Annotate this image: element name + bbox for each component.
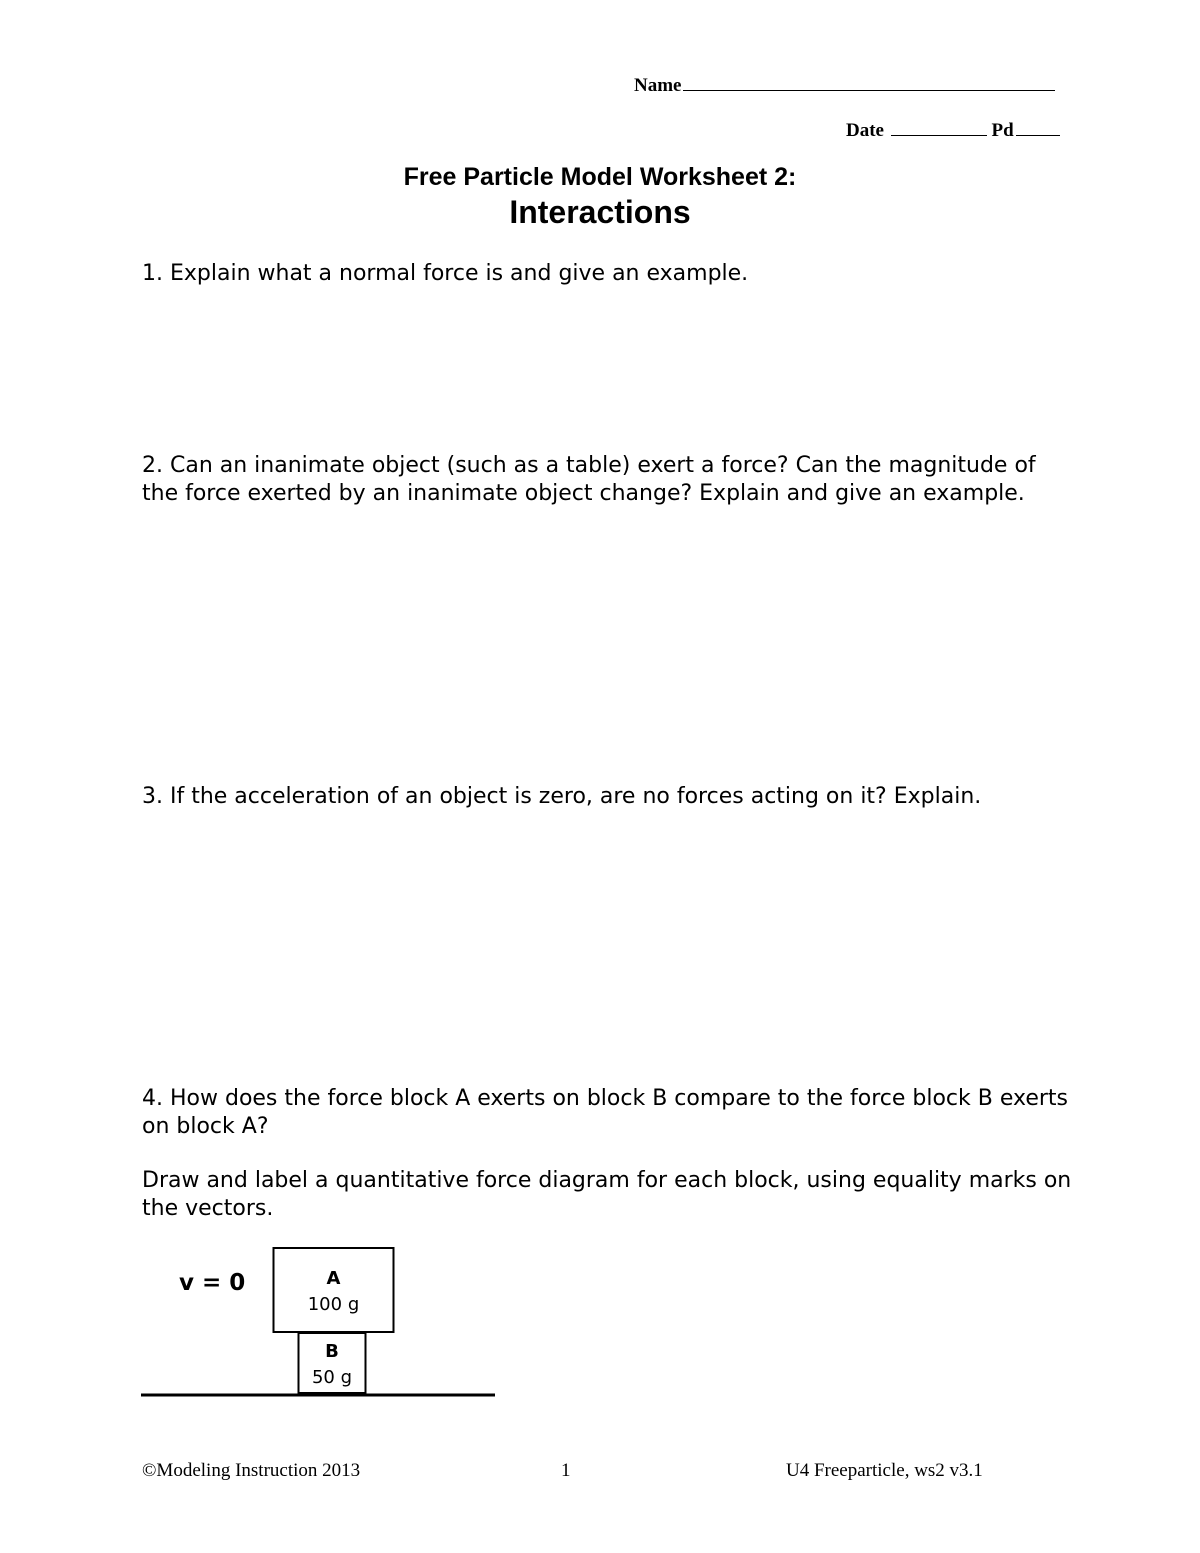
footer-doc-id: U4 Freeparticle, ws2 v3.1: [786, 1460, 983, 1481]
date-blank[interactable]: [891, 117, 987, 136]
footer-page-number: 1: [561, 1460, 571, 1481]
date-period-row: [846, 117, 1060, 142]
question-4: 4. How does the force block A exerts on block B compare to the force block B exerts on block A?: [142, 1086, 1068, 1139]
name-field-row: [634, 72, 1055, 97]
question-3: 3. If the acceleration of an object is zero, are no forces acting on it? Explain.: [142, 784, 982, 809]
block-a: [274, 1248, 394, 1332]
worksheet-subtitle: Interactions: [509, 194, 691, 230]
question-1: 1. Explain what a normal force is and give an example.: [142, 261, 749, 286]
stacked-blocks-figure: [130, 1236, 510, 1406]
pd-label: Pd: [991, 120, 1014, 141]
diagram-instruction: Draw and label a quantitative force diagram for each block, using equality marks on the vectors.: [142, 1168, 1072, 1221]
block-b-mass: 50 g: [311, 1367, 353, 1388]
worksheet-title: Free Particle Model Worksheet 2:: [403, 163, 797, 191]
name-label: Name: [634, 75, 682, 96]
date-label: Date: [846, 120, 884, 141]
footer-copyright: ©Modeling Instruction 2013: [142, 1460, 361, 1481]
velocity-label: v = 0: [179, 1270, 246, 1296]
block-a-mass: 100 g: [307, 1294, 360, 1315]
block-a-name: A: [326, 1268, 341, 1289]
block-b-name: B: [325, 1341, 339, 1362]
question-2: 2. Can an inanimate object (such as a table) exert a force? Can the magnitude of the force exerted by an inanimate object change? Explain and give an example.: [142, 453, 1036, 506]
pd-blank[interactable]: [1016, 117, 1060, 136]
name-blank[interactable]: [683, 72, 1055, 91]
